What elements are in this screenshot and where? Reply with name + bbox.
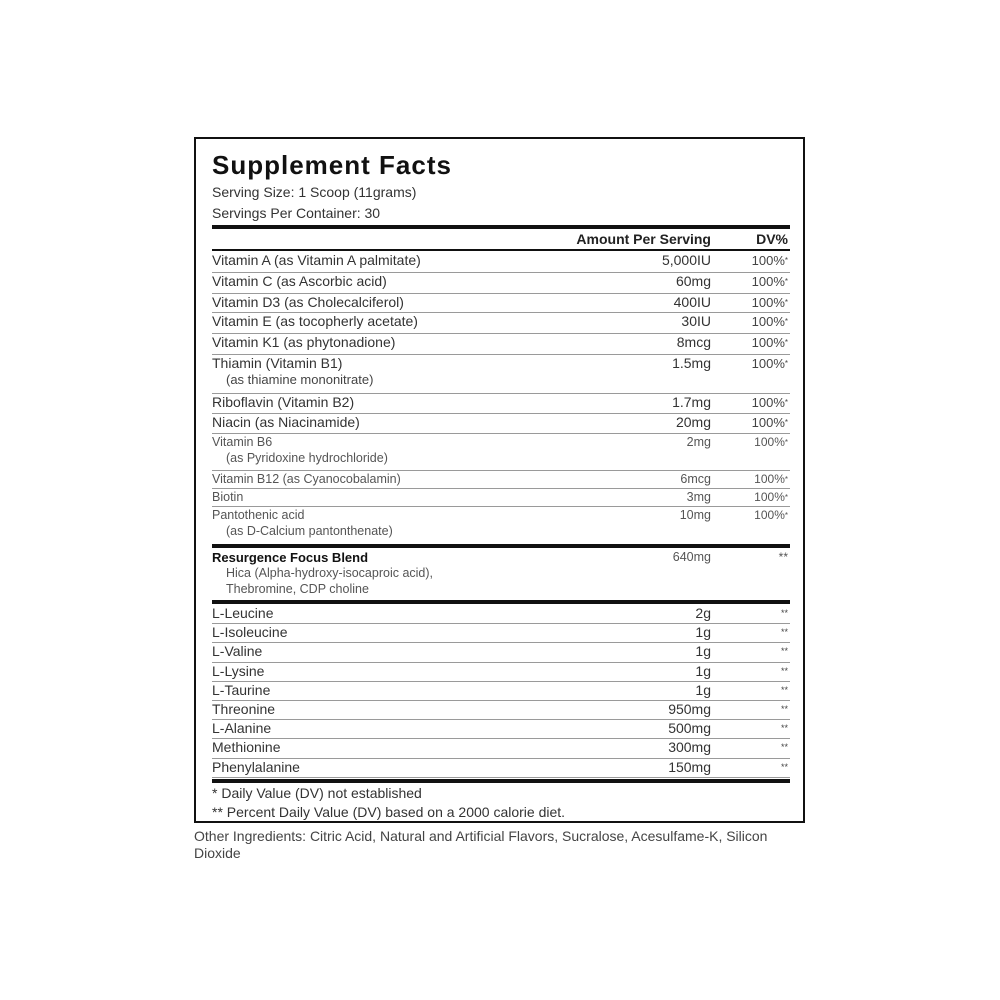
dv-value: **: [780, 704, 788, 714]
dv-value: **: [780, 646, 788, 657]
table-row: [212, 507, 790, 544]
dv-value: **: [780, 608, 788, 618]
nutrient-subname: (as Pyridoxine hydrochloride): [226, 451, 388, 465]
dv-footnote-mark: *: [784, 277, 788, 286]
dv-value: [754, 507, 788, 524]
amino-acid-amount: 500mg: [668, 720, 711, 737]
dv-value: [754, 489, 788, 506]
nutrient-amount: 6mcg: [680, 472, 711, 486]
dv-percent: 100%: [751, 274, 785, 289]
nutrient-amount: 8mcg: [676, 334, 711, 350]
dv-footnote-mark: *: [784, 398, 788, 407]
amino-acid-amount: 1g: [695, 643, 711, 660]
table-row: [212, 471, 790, 489]
amino-acid-amount: 300mg: [668, 739, 711, 756]
dv-value: [752, 334, 788, 351]
table-row: [212, 355, 790, 394]
amino-acid-name: Phenylalanine: [212, 758, 300, 775]
table-row: [212, 313, 790, 334]
dv-value: **: [780, 723, 788, 734]
table-row: [212, 682, 790, 701]
servings-per-container: Servings Per Container: 30: [212, 205, 381, 221]
table-row: [212, 334, 790, 355]
nutrient-subname: (as D-Calcium pantonthenate): [226, 524, 393, 538]
dv-value: [752, 273, 788, 290]
dv-footnote-mark: *: [784, 317, 788, 326]
table-row: [212, 252, 790, 273]
dv-header: DV%: [756, 231, 788, 247]
other-ingredients: Other Ingredients: Citric Acid, Natural and Artificial Flavors, Sucralose, Acesulfame-K, Silicon Dioxide: [194, 828, 768, 861]
amount-per-serving-header: Amount Per Serving: [576, 231, 711, 247]
dv-value: [754, 471, 788, 488]
blend-divider: [212, 544, 790, 548]
amino-acid-amount: 2g: [695, 605, 711, 621]
dv-percent: 100%: [751, 314, 785, 329]
table-row: [212, 739, 790, 758]
dv-percent: 100%: [751, 356, 785, 371]
amino-acid-name: L-Taurine: [212, 681, 271, 698]
footnote-percent-dv: ** Percent Daily Value (DV) based on a 2000 calorie diet.: [212, 804, 566, 820]
header-divider: [212, 249, 790, 251]
nutrient-name: Pantothenic acid: [212, 508, 305, 522]
amino-divider: [212, 600, 790, 604]
blend-ingredients-line-1: Hica (Alpha-hydroxy-isocaproic acid),: [226, 566, 434, 580]
dv-value: [752, 394, 788, 411]
dv-footnote-mark: *: [784, 338, 788, 347]
dv-value: [754, 434, 788, 451]
nutrient-amount: 3mg: [686, 490, 711, 504]
amino-acid-amount: 1g: [695, 662, 711, 679]
dv-footnote-mark: *: [784, 359, 788, 368]
nutrient-name: Vitamin D3 (as Cholecalciferol): [212, 294, 404, 310]
amino-acid-amount: 950mg: [668, 701, 711, 717]
dv-value: **: [780, 665, 788, 676]
amino-acid-amount: 150mg: [668, 758, 711, 775]
nutrient-name: Riboflavin (Vitamin B2): [212, 394, 355, 410]
table-row: [212, 643, 790, 662]
nutrient-amount: 1.5mg: [672, 355, 711, 371]
nutrient-name: Vitamin A (as Vitamin A palmitate): [212, 252, 421, 268]
dv-footnote-mark: *: [784, 511, 788, 520]
blend-name: Resurgence Focus Blend: [212, 550, 369, 565]
dv-value: [752, 252, 788, 269]
dv-percent: 100%: [754, 472, 785, 486]
table-row: [212, 434, 790, 471]
nutrient-name: Thiamin (Vitamin B1): [212, 355, 343, 371]
panel-title: Supplement Facts: [212, 150, 452, 180]
nutrient-subname: (as thiamine mononitrate): [226, 372, 374, 387]
blend-amount: 640mg: [672, 550, 711, 564]
nutrient-amount: 400IU: [673, 294, 711, 310]
nutrient-name: Vitamin E (as tocopherly acetate): [212, 313, 418, 329]
nutrient-name: Vitamin B12 (as Cyanocobalamin): [212, 472, 401, 486]
dv-value: **: [780, 684, 788, 695]
nutrient-amount: 1.7mg: [672, 394, 711, 410]
dv-percent: 100%: [754, 490, 785, 504]
table-row: [212, 489, 790, 507]
footnote-dv-not-established: * Daily Value (DV) not established: [212, 785, 422, 801]
table-row: [212, 605, 790, 624]
nutrient-amount: 10mg: [679, 508, 711, 522]
table-row: [212, 549, 790, 599]
amino-acid-name: Threonine: [212, 701, 276, 717]
nutrient-amount: 30IU: [681, 313, 711, 329]
dv-value: [752, 294, 788, 311]
nutrient-name: Vitamin B6: [212, 435, 273, 449]
nutrient-amount: 60mg: [675, 273, 711, 289]
dv-percent: 100%: [751, 395, 785, 410]
dv-percent: 100%: [754, 435, 785, 449]
footnote-divider: [212, 779, 790, 783]
dv-value: [779, 549, 788, 566]
amino-acid-amount: 1g: [695, 681, 711, 698]
amino-acid-name: L-Leucine: [212, 605, 274, 621]
blend-ingredients-line-2: Thebromine, CDP choline: [226, 582, 369, 596]
table-row: [212, 701, 790, 720]
dv-value: **: [780, 742, 788, 753]
amino-acid-name: L-Alanine: [212, 720, 272, 737]
table-row: [212, 414, 790, 434]
amino-acid-name: Methionine: [212, 739, 281, 756]
dv-percent: 100%: [751, 253, 785, 268]
table-row: [212, 273, 790, 294]
table-row: [212, 720, 790, 739]
dv-value: **: [780, 761, 788, 772]
dv-percent: 100%: [751, 335, 785, 350]
dv-value: **: [780, 627, 788, 638]
dv-footnote-mark: *: [784, 298, 788, 307]
amino-acid-name: L-Isoleucine: [212, 624, 288, 641]
dv-percent: 100%: [751, 295, 785, 310]
amino-acid-amount: 1g: [695, 624, 711, 641]
nutrient-amount: 2mg: [686, 435, 711, 449]
column-header: [212, 229, 790, 249]
nutrient-amount: 5,000IU: [661, 252, 711, 268]
amino-acid-name: L-Lysine: [212, 662, 265, 679]
table-row: [212, 759, 790, 778]
serving-size: Serving Size: 1 Scoop (11grams): [212, 184, 417, 200]
dv-footnote-mark: *: [784, 256, 788, 265]
dv-footnote-mark: *: [784, 438, 788, 447]
nutrient-name: Biotin: [212, 490, 244, 504]
amino-acid-name: L-Valine: [212, 643, 263, 660]
table-row: [212, 624, 790, 643]
nutrient-name: Vitamin K1 (as phytonadione): [212, 334, 396, 350]
table-row: [212, 394, 790, 414]
nutrient-name: Niacin (as Niacinamide): [212, 414, 360, 430]
dv-percent: 100%: [754, 508, 785, 522]
nutrient-amount: 20mg: [675, 414, 711, 430]
dv-value: [752, 355, 788, 372]
dv-percent: **: [778, 550, 788, 564]
dv-footnote-mark: *: [784, 475, 788, 484]
nutrient-name: Vitamin C (as Ascorbic acid): [212, 273, 387, 289]
table-row: [212, 294, 790, 313]
dv-percent: 100%: [751, 415, 785, 430]
dv-value: [752, 313, 788, 330]
dv-footnote-mark: *: [784, 418, 788, 427]
dv-value: [752, 414, 788, 431]
table-row: [212, 663, 790, 682]
supplement-facts-panel: [194, 137, 805, 823]
dv-footnote-mark: *: [784, 493, 788, 502]
